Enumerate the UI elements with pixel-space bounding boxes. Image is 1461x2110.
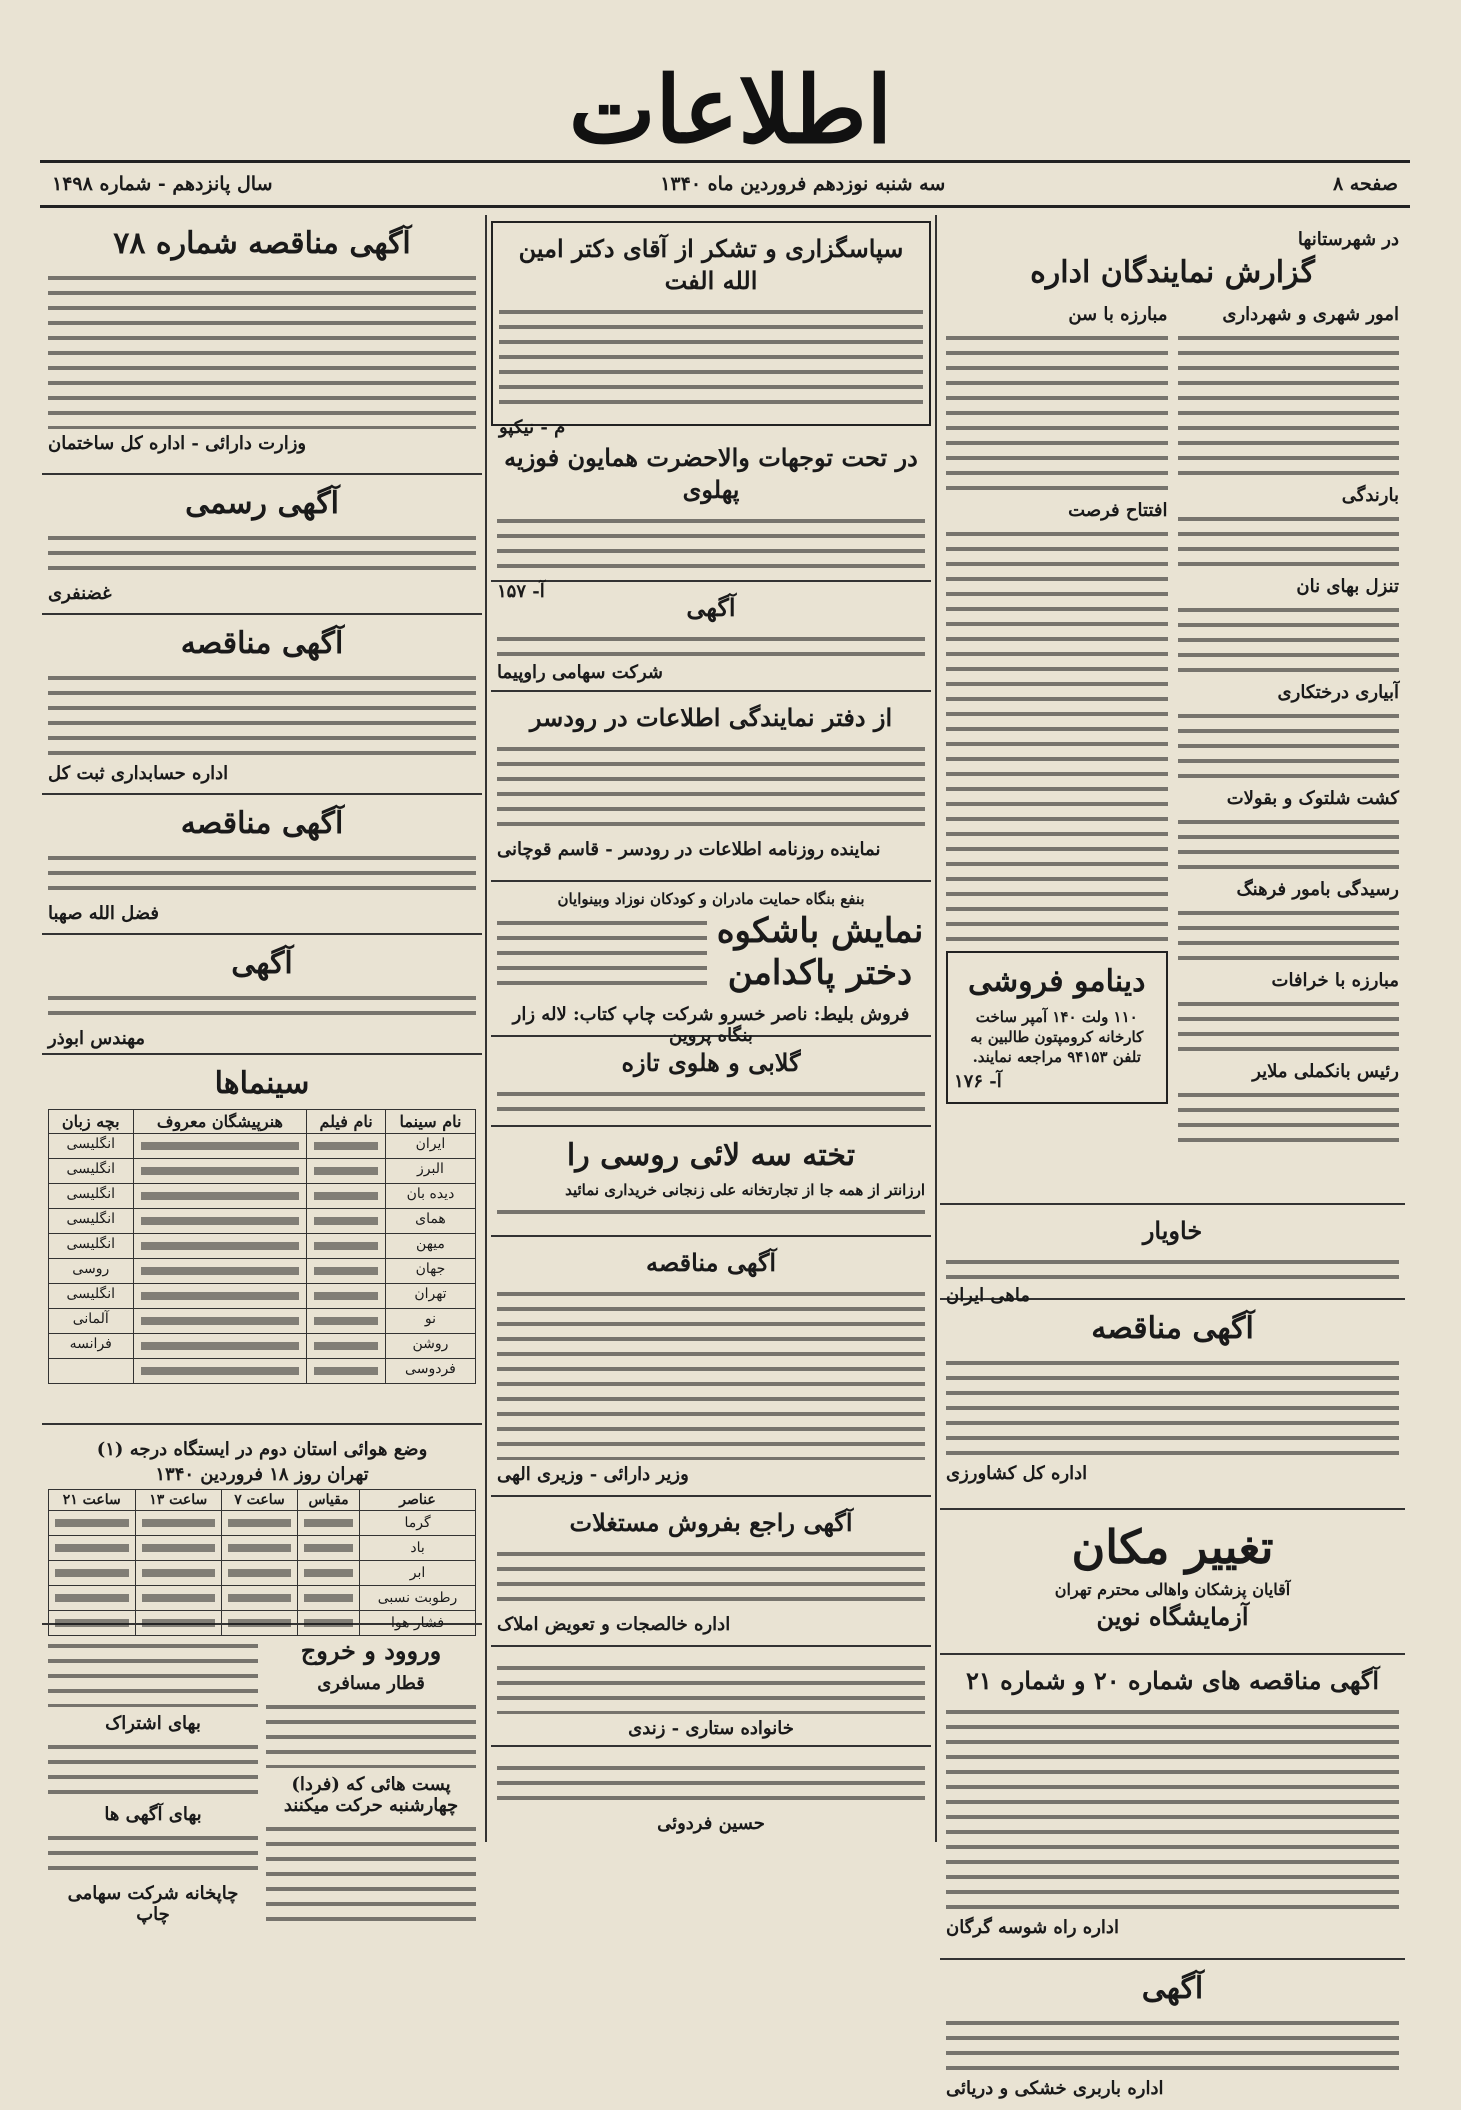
provinces-report	[940, 215, 1405, 1205]
sale-signature: اداره خالصجات و تعویض املاک	[497, 1614, 731, 1635]
article-text	[1178, 329, 1400, 479]
article-text	[1178, 601, 1400, 676]
table-row	[49, 1359, 476, 1384]
table-row	[49, 1259, 476, 1284]
cinema-lang: انگلیسی	[49, 1284, 134, 1309]
office-signature: نماینده روزنامه اطلاعات در رودسر - قاسم قوچانی	[497, 839, 881, 860]
article-text	[266, 1820, 476, 1930]
article-text	[48, 529, 476, 579]
caviar-signature: ماهی ایران	[946, 1285, 1031, 1306]
tender-2	[42, 615, 482, 795]
tender3-signature: فضل الله صهبا	[48, 903, 159, 924]
left-notice	[42, 935, 482, 1055]
relocation-sub: آقایان پزشکان واهالی محترم تهران	[1054, 1580, 1291, 1599]
tender-mid	[491, 1237, 931, 1497]
plywood-title: تخته سه لائی روسی را	[566, 1138, 856, 1173]
tender3-title: آگهی مناقصه	[180, 806, 344, 841]
weather-table	[48, 1489, 476, 1636]
table-row	[49, 1134, 476, 1159]
ad-text	[946, 1253, 1399, 1281]
ad-text	[497, 1203, 925, 1221]
tender78-title: آگهی مناقصه شماره ۷۸	[113, 226, 411, 261]
article-text	[48, 989, 476, 1024]
table-row	[49, 1284, 476, 1309]
weather-report	[42, 1425, 482, 1631]
cinema-lang: انگلیسی	[49, 1234, 134, 1259]
subhead: امور شهری و شهرداری	[1222, 304, 1399, 325]
office-title: از دفتر نمایندگی اطلاعات در رودسر	[529, 703, 893, 732]
shareholders-notice	[491, 582, 931, 692]
ad-text	[497, 1085, 925, 1120]
tender78-signature: وزارت دارائی - اداره کل ساختمان	[48, 433, 307, 454]
cinema-lang: انگلیسی	[49, 1159, 134, 1184]
fardoui-notice	[491, 1747, 931, 1842]
article-text	[499, 303, 923, 413]
article-text	[1178, 1086, 1400, 1146]
article-text	[48, 1738, 258, 1798]
fruit-title: گلابی و هلوی تازه	[621, 1048, 801, 1077]
official-title: آگهی رسمی	[185, 486, 339, 521]
freight-title: آگهی	[1141, 1971, 1204, 2006]
table-row	[49, 1536, 476, 1561]
tenders-20-21	[940, 1655, 1405, 1960]
table-row	[49, 1586, 476, 1611]
subscription-title: بهای اشتراک	[105, 1713, 201, 1734]
plywood-text: ارزانتر از همه جا از تجارتخانه علی زنجانی خریداری نمائید	[565, 1181, 925, 1199]
article-text	[497, 740, 925, 835]
caviar-ad	[940, 1205, 1405, 1306]
tender-ad	[940, 1300, 1405, 1510]
weather-col: عناصر	[360, 1490, 476, 1511]
issue-number: سال پانزدهم - شماره ۱۴۹۸	[52, 173, 273, 195]
cinema-name: همای	[385, 1209, 475, 1234]
play-sale: فروش بلیط: ناصر خسرو شرکت چاپ کتاب: لاله زار بنگاه پروین	[512, 1004, 910, 1046]
cinema-name: میهن	[385, 1234, 475, 1259]
weather-element: رطوبت نسبی	[360, 1586, 476, 1611]
article-text	[497, 512, 925, 577]
dynamo-text: ۱۱۰ ولت ۱۴۰ آمپر ساخت کارخانه کرومپتون طالبین به تلفن ۹۴۱۵۳ مراجعه نمایند.	[970, 1008, 1144, 1066]
cinema-lang: فرانسه	[49, 1334, 134, 1359]
cinema-name: نو	[385, 1309, 475, 1334]
article-text	[1178, 510, 1400, 570]
subhead: بارندگی	[1341, 485, 1399, 506]
notice-signature: مهندس ابوذر	[48, 1028, 146, 1049]
ad-text	[946, 2014, 1399, 2074]
rudsar-office	[491, 692, 931, 882]
article-text	[48, 1637, 258, 1707]
article-text	[1178, 904, 1400, 964]
weather-col: ساعت ۲۱	[49, 1490, 136, 1511]
cinema-listings	[42, 1055, 482, 1425]
table-row	[49, 1511, 476, 1536]
play-title: نمایش باشکوه دختر پاکدامن	[716, 911, 924, 993]
play-ad	[491, 882, 931, 1046]
ad-text	[946, 1703, 1399, 1913]
article-text	[1178, 995, 1400, 1055]
column-right	[940, 215, 1405, 2110]
article-text	[1178, 813, 1400, 873]
train-title: قطار مسافری	[317, 1673, 425, 1694]
article-text	[946, 329, 1168, 494]
article-text	[266, 1698, 476, 1768]
notice-title: آگهی	[686, 593, 736, 622]
official-signature: غضنفری	[48, 583, 112, 604]
weather-element: باد	[360, 1536, 476, 1561]
charity-head: بنفع بنگاه حمایت مادران و کودکان نوزاد وبینوایان	[557, 890, 865, 908]
fruit-ad	[491, 1037, 931, 1127]
sale-title: آگهی راجع بفروش مستغلات	[569, 1508, 853, 1537]
cinema-name: تهران	[385, 1284, 475, 1309]
subhead: افتتاح فرصت	[1068, 500, 1168, 521]
column-middle	[485, 215, 937, 1842]
cinema-lang: انگلیسی	[49, 1184, 134, 1209]
tenders-signature: اداره راه شوسه گرگان	[946, 1917, 1119, 1938]
thanks-title: سپاسگزاری و تشکر از آقای دکتر امین الله الفت	[518, 234, 904, 295]
subhead: کشت شلتوک و بقولات	[1226, 788, 1399, 809]
tenders-title: آگهی مناقصه های شماره ۲۰ و شماره ۲۱	[965, 1666, 1380, 1695]
cinema-lang: آلمانی	[49, 1309, 134, 1334]
caviar-title: خاویار	[1142, 1216, 1203, 1245]
weather-element: فشار هوا	[360, 1611, 476, 1636]
weather-date: تهران روز ۱۸ فروردین ۱۳۴۰	[155, 1464, 369, 1485]
relocation-lab: آزمایشگاه نوین	[1096, 1602, 1249, 1631]
cinema-name: البرز	[385, 1159, 475, 1184]
plywood-ad	[491, 1127, 931, 1237]
subhead: آبیاری درختکاری	[1277, 682, 1399, 703]
table-row	[49, 1184, 476, 1209]
thanks-signature: م - نیکپو	[499, 417, 566, 438]
relocation-ad	[940, 1510, 1405, 1655]
article-text	[48, 669, 476, 759]
table-row	[49, 1159, 476, 1184]
official-notice	[42, 475, 482, 615]
dynamo-ad	[946, 951, 1168, 1104]
tender-title: آگهی مناقصه	[645, 1248, 777, 1277]
weather-col: ساعت ۱۳	[135, 1490, 221, 1511]
cinema-lang: انگلیسی	[49, 1209, 134, 1234]
cinema-col-stars: هنرپیشگان معروف	[133, 1110, 307, 1134]
article-text	[497, 1759, 925, 1809]
notice-signature: شرکت سهامی راوپیما	[497, 662, 664, 683]
travel-title: وروود و خروج	[300, 1636, 442, 1665]
travel-and-rates	[42, 1625, 482, 1960]
weather-title: وضع هوائی استان دوم در ایستگاه درجه (۱)	[96, 1439, 428, 1460]
issue-date: سه شنبه نوزدهم فروردین ماه ۱۳۴۰	[660, 173, 946, 195]
subhead: رسیدگی بامور فرهنگ	[1236, 879, 1399, 900]
article-text	[48, 849, 476, 899]
sattari-notice	[491, 1647, 931, 1747]
notice-title: آگهی	[231, 946, 293, 981]
report-title: گزارش نمایندگان اداره	[1030, 255, 1315, 290]
property-sale	[491, 1497, 931, 1647]
cinema-name: جهان	[385, 1259, 475, 1284]
sattari-signature: خانواده ستاری - زندی	[628, 1718, 794, 1739]
cinema-name: دیده بان	[385, 1184, 475, 1209]
cinema-title: سینماها	[214, 1066, 310, 1101]
table-row	[49, 1561, 476, 1586]
cinema-col-film: نام فیلم	[307, 1110, 386, 1134]
relocation-title: تغییر مکان	[1071, 1520, 1274, 1574]
article-text	[497, 1659, 925, 1714]
printer-name: چاپخانه شرکت سهامی چاپ	[67, 1883, 239, 1925]
masthead-logo: اطلاعات	[568, 56, 893, 164]
article-text	[497, 630, 925, 658]
cinema-table	[48, 1109, 476, 1384]
article-text	[48, 1829, 258, 1879]
patronage-notice	[491, 432, 931, 602]
cinema-name: فردوسی	[385, 1359, 475, 1384]
subhead: رئیس بانکملی ملایر	[1252, 1061, 1399, 1082]
table-row	[49, 1234, 476, 1259]
subhead: تنزل بهای نان	[1296, 576, 1399, 597]
dynamo-ref: آ- ۱۷۶	[954, 1071, 1002, 1092]
tender2-signature: اداره حسابداری ثبت کل	[48, 763, 229, 784]
subhead: مبارزه با خرافات	[1271, 970, 1399, 991]
page-number: صفحه ۸	[1332, 173, 1398, 195]
table-row	[49, 1309, 476, 1334]
ad-rates-title: بهای آگهی ها	[104, 1804, 202, 1825]
dateline-bar	[40, 160, 1410, 208]
weather-element: گرما	[360, 1511, 476, 1536]
article-text	[48, 269, 476, 429]
cinema-name: روشن	[385, 1334, 475, 1359]
cinema-lang: روسی	[49, 1259, 134, 1284]
tender-signature: اداره کل کشاورزی	[946, 1463, 1088, 1484]
tender-title: آگهی مناقصه	[1091, 1311, 1254, 1346]
cinema-col-name: نام سینما	[385, 1110, 475, 1134]
ad-text	[946, 1354, 1399, 1459]
tender-78	[42, 215, 482, 475]
cinema-name: ایران	[385, 1134, 475, 1159]
patronage-title: در تحت توجهات والاحضرت همایون فوزیه پهلوی	[504, 443, 918, 504]
patronage-ref: آ- ۱۵۷	[497, 581, 545, 602]
freight-ad	[940, 1960, 1405, 2110]
article-text	[497, 1285, 925, 1460]
ad-text	[497, 914, 707, 994]
tender-3	[42, 795, 482, 935]
tender-signature: وزیر دارائی - وزیری الهی	[497, 1464, 689, 1485]
subhead: مبارزه با سن	[1068, 304, 1168, 325]
article-text	[1178, 707, 1400, 782]
section-label: در شهرستانها	[1297, 229, 1399, 250]
tender2-title: آگهی مناقصه	[180, 626, 344, 661]
column-left	[42, 215, 482, 1960]
table-row	[49, 1334, 476, 1359]
thanks-notice	[491, 221, 931, 438]
article-text	[497, 1545, 925, 1610]
weather-col: مقیاس	[298, 1490, 360, 1511]
weather-element: ابر	[360, 1561, 476, 1586]
fardoui-signature: حسین فردوئی	[657, 1813, 765, 1834]
weather-col: ساعت ۷	[221, 1490, 297, 1511]
freight-signature: اداره باربری خشکی و دریائی	[946, 2078, 1164, 2099]
table-row	[49, 1209, 476, 1234]
cinema-lang: انگلیسی	[49, 1134, 134, 1159]
dynamo-title: دینامو فروشی	[968, 964, 1146, 999]
posts-title: پست هائی که (فردا) چهارشنبه حرکت میکنند	[283, 1774, 459, 1816]
article-text	[946, 525, 1168, 945]
cinema-col-lang: بچه زبان	[49, 1110, 134, 1134]
